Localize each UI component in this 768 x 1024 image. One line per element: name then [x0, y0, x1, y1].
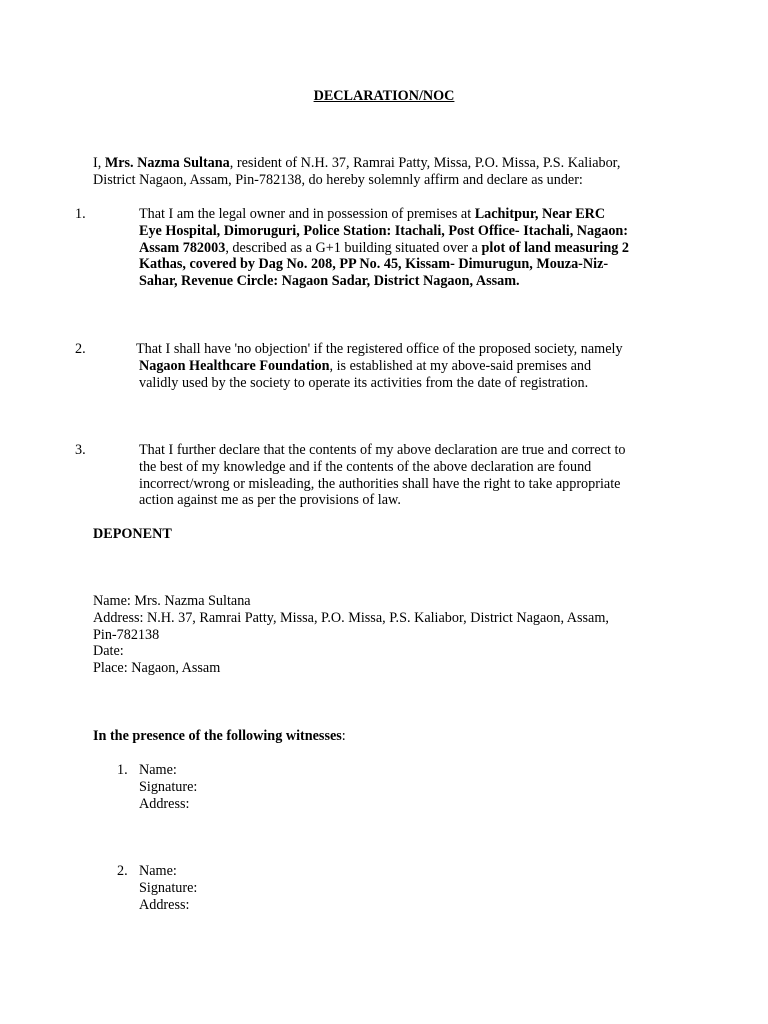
witness-signature-field: Signature: — [139, 879, 198, 896]
declaration-item-1 — [139, 206, 699, 290]
item1-line4-bold: Kathas, covered by Dag No. 208, PP No. 45, Kissam- Dimurugun, Mouza-Niz- — [139, 256, 609, 273]
item1-line3-bold2: plot of land measuring 2 — [481, 239, 629, 256]
intro-line2: District Nagaon, Assam, Pin-782138, do hereby solemnly affirm and declare as under: — [93, 171, 583, 188]
witness-address-field: Address: — [139, 795, 190, 812]
witness-name-field: Name: — [139, 863, 177, 879]
witnesses-heading-text: In the presence of the following witnesses — [93, 728, 342, 744]
item-number: 3. — [75, 442, 86, 458]
society-name: Nagaon Healthcare Foundation — [139, 357, 330, 374]
item1-line2-bold: Eye Hospital, Dimoruguri, Police Station: Itachali, Post Office- Itachali, Nagaon: — [139, 222, 629, 239]
item1-line1-bold: Lachitpur, Near ERC — [474, 206, 606, 222]
item2-line2-text: , is established at my above-said premises and — [329, 357, 592, 374]
item3-line2: the best of my knowledge and if the contents of the above declaration are found — [139, 458, 592, 475]
deponent-pin: Pin-782138 — [93, 626, 160, 643]
item2-line1: That I shall have 'no objection' if the registered office of the proposed society, namely — [136, 341, 623, 357]
witness-number: 1. — [117, 762, 128, 778]
item-number: 1. — [75, 206, 86, 222]
deponent-heading: DEPONENT — [93, 526, 172, 542]
deponent-name: Name: Mrs. Nazma Sultana — [93, 593, 251, 609]
deponent-date: Date: — [93, 643, 124, 660]
witness-1 — [139, 762, 197, 812]
deponent-address: Address: N.H. 37, Ramrai Patty, Missa, P.O. Missa, P.S. Kaliabor, District Nagaon, Assam, — [93, 609, 609, 626]
witnesses-heading-colon: : — [341, 728, 346, 744]
intro-line1: , resident of N.H. 37, Ramrai Patty, Missa, P.O. Missa, P.S. Kaliabor, — [229, 155, 621, 171]
deponent-details — [93, 593, 713, 677]
item3-line3: incorrect/wrong or misleading, the authorities shall have the right to take appropriate — [139, 475, 621, 492]
item1-line3-bold: Assam 782003 — [139, 239, 226, 256]
witness-address-field: Address: — [139, 896, 190, 913]
item2-line3: validly used by the society to operate its activities from the date of registration. — [139, 374, 589, 391]
intro-prefix: I, — [93, 155, 105, 171]
intro-paragraph — [93, 155, 693, 189]
item1-line3-text: , described as a G+1 building situated over a — [225, 239, 482, 256]
witness-signature-field: Signature: — [139, 778, 198, 795]
declaration-item-3 — [139, 442, 699, 509]
item-number: 2. — [75, 341, 86, 357]
witness-name-field: Name: — [139, 762, 177, 778]
declaration-item-2 — [136, 341, 699, 391]
item3-line1: That I further declare that the contents of my above declaration are true and correct to — [139, 442, 626, 458]
witness-number: 2. — [117, 863, 128, 879]
witnesses-heading — [93, 728, 693, 745]
witness-2 — [139, 863, 197, 913]
deponent-place: Place: Nagaon, Assam — [93, 660, 221, 677]
item1-line5-bold: Sahar, Revenue Circle: Nagaon Sadar, District Nagaon, Assam. — [139, 273, 520, 290]
document-title: DECLARATION/NOC — [313, 88, 455, 104]
item3-line4: action against me as per the provisions of law. — [139, 492, 401, 509]
item1-line1-text: That I am the legal owner and in possession of premises at — [139, 206, 475, 222]
declarant-name: Mrs. Nazma Sultana — [104, 155, 230, 171]
